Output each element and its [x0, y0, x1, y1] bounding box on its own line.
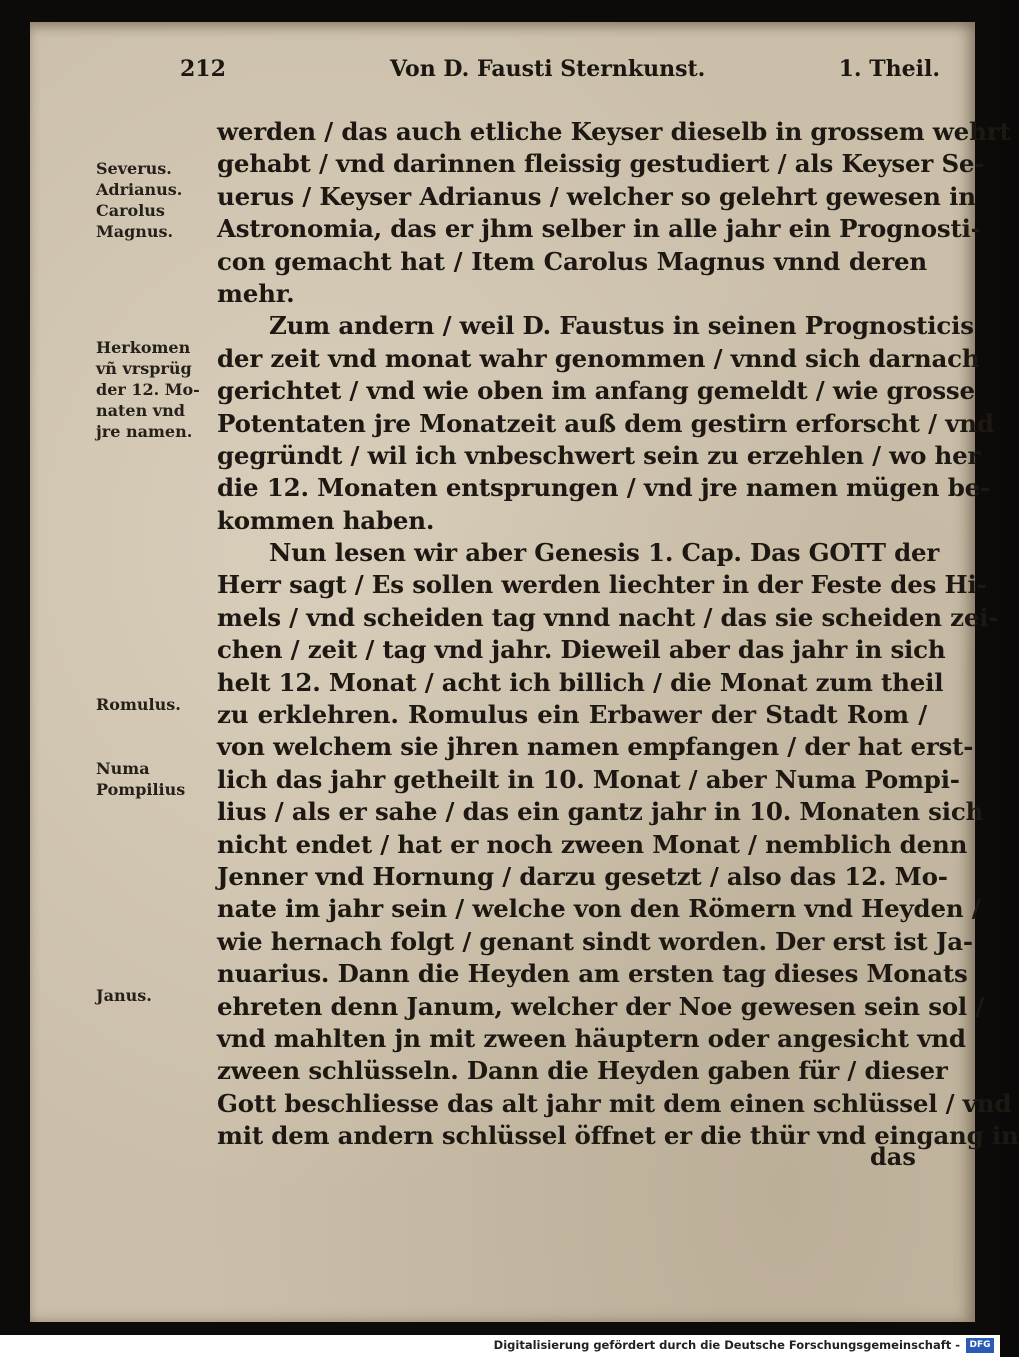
main-text-block [217, 116, 1019, 1153]
marginal-line: jre namen. [96, 422, 193, 441]
marginal-note-romulus [96, 694, 216, 715]
text-line: uerus / Keyser Adrianus / welcher so gelehrt gewesen in [217, 181, 976, 211]
part-label: 1. Theil. [838, 56, 940, 82]
text-line: lius / als er sahe / das ein gantz jahr in 10. Monaten sich [217, 797, 984, 827]
marginal-note-rulers [96, 158, 216, 242]
text-line: gerichtet / vnd wie oben im anfang gemeldt / wie grosse [217, 376, 975, 406]
digitization-footer [0, 1335, 1000, 1357]
text-line: helt 12. Monat / acht ich billich / die Monat zum theil [217, 667, 944, 697]
marginal-line: Janus. [96, 986, 152, 1005]
marginal-line: naten vnd [96, 401, 185, 420]
text-line: Potentaten jre Monatzeit auß dem gestirn erforscht / vnd [217, 408, 994, 438]
text-line: chen / zeit / tag vnd jahr. Dieweil aber das jahr in sich [217, 635, 946, 665]
marginal-line: Magnus. [96, 222, 174, 241]
text-line: der zeit vnd monat wahr genommen / vnnd sich darnach [217, 343, 980, 373]
marginal-line: der 12. Mo- [96, 380, 200, 399]
marginal-line: Herkomen [96, 338, 191, 357]
text-line: vnd mahlten jn mit zween häuptern oder angesicht vnd [217, 1023, 966, 1053]
text-line: mels / vnd scheiden tag vnnd nacht / das sie scheiden zei- [217, 602, 999, 632]
text-line: mehr. [217, 278, 295, 308]
text-line: von welchem sie jhren namen empfangen / der hat erst- [217, 732, 974, 762]
text-line: zu erklehren. Romulus ein Erbawer der Stadt Rom / [217, 700, 927, 730]
marginal-note-numa [96, 758, 216, 800]
marginal-line: Carolus [96, 201, 165, 220]
text-line: mit dem andern schlüssel öffnet er die thür vnd eingang in [217, 1121, 1019, 1151]
running-title: Von D. Fausti Sternkunst. [390, 56, 706, 82]
text-line: lich das jahr getheilt in 10. Monat / aber Numa Pompi- [217, 764, 960, 794]
marginal-line: Adrianus. [96, 180, 183, 199]
marginal-line: Severus. [96, 159, 172, 178]
text-line: Jenner vnd Hornung / darzu gesetzt / also das 12. Mo- [217, 861, 948, 891]
text-line: Astronomia, das er jhm selber in alle jahr ein Prognosti- [217, 214, 981, 244]
marginal-line: Numa [96, 759, 150, 778]
text-line: die 12. Monaten entsprungen / vnd jre namen mügen be- [217, 473, 991, 503]
text-line: gegründt / wil ich vnbeschwert sein zu erzehlen / wo her [217, 440, 981, 470]
page-number: 212 [180, 56, 226, 82]
text-line: gehabt / vnd darinnen fleissig gestudiert / als Keyser Se- [217, 149, 985, 179]
text-line: kommen haben. [217, 505, 435, 535]
marginal-note-janus [96, 985, 216, 1006]
text-line: con gemacht hat / Item Carolus Magnus vnnd deren [217, 246, 927, 276]
text-line: zween schlüsseln. Dann die Heyden gaben für / dieser [217, 1056, 948, 1086]
marginal-note-months-origin [96, 337, 216, 442]
text-line: Herr sagt / Es sollen werden liechter in der Feste des Hi- [217, 570, 987, 600]
catchword: das [870, 1142, 916, 1171]
dfg-logo: DFG [966, 1338, 994, 1353]
text-line: Gott beschliesse das alt jahr mit dem einen schlüssel / vnd [217, 1088, 1012, 1118]
marginal-line: Romulus. [96, 695, 181, 714]
text-line: Nun lesen wir aber Genesis 1. Cap. Das GOTT der [269, 538, 940, 568]
text-line: Zum andern / weil D. Faustus in seinen Prognosticis [269, 311, 974, 341]
text-line: ehreten denn Janum, welcher der Noe gewesen sein sol / [217, 991, 985, 1021]
text-line: wie hernach folgt / genant sindt worden. Der erst ist Ja- [217, 926, 973, 956]
funding-credit: Digitalisierung gefördert durch die Deutsche Forschungsgemeinschaft - [493, 1338, 960, 1352]
text-line: nicht endet / hat er noch zween Monat / nemblich denn [217, 829, 968, 859]
text-line: nate im jahr sein / welche von den Römern vnd Heyden / [217, 894, 981, 924]
page-header [180, 56, 940, 90]
marginal-line: vñ vrsprüg [96, 359, 192, 378]
text-line: nuarius. Dann die Heyden am ersten tag dieses Monats [217, 959, 968, 989]
text-line: werden / das auch etliche Keyser dieselb in grossem wehrt [217, 117, 1011, 146]
marginal-line: Pompilius [96, 780, 186, 799]
